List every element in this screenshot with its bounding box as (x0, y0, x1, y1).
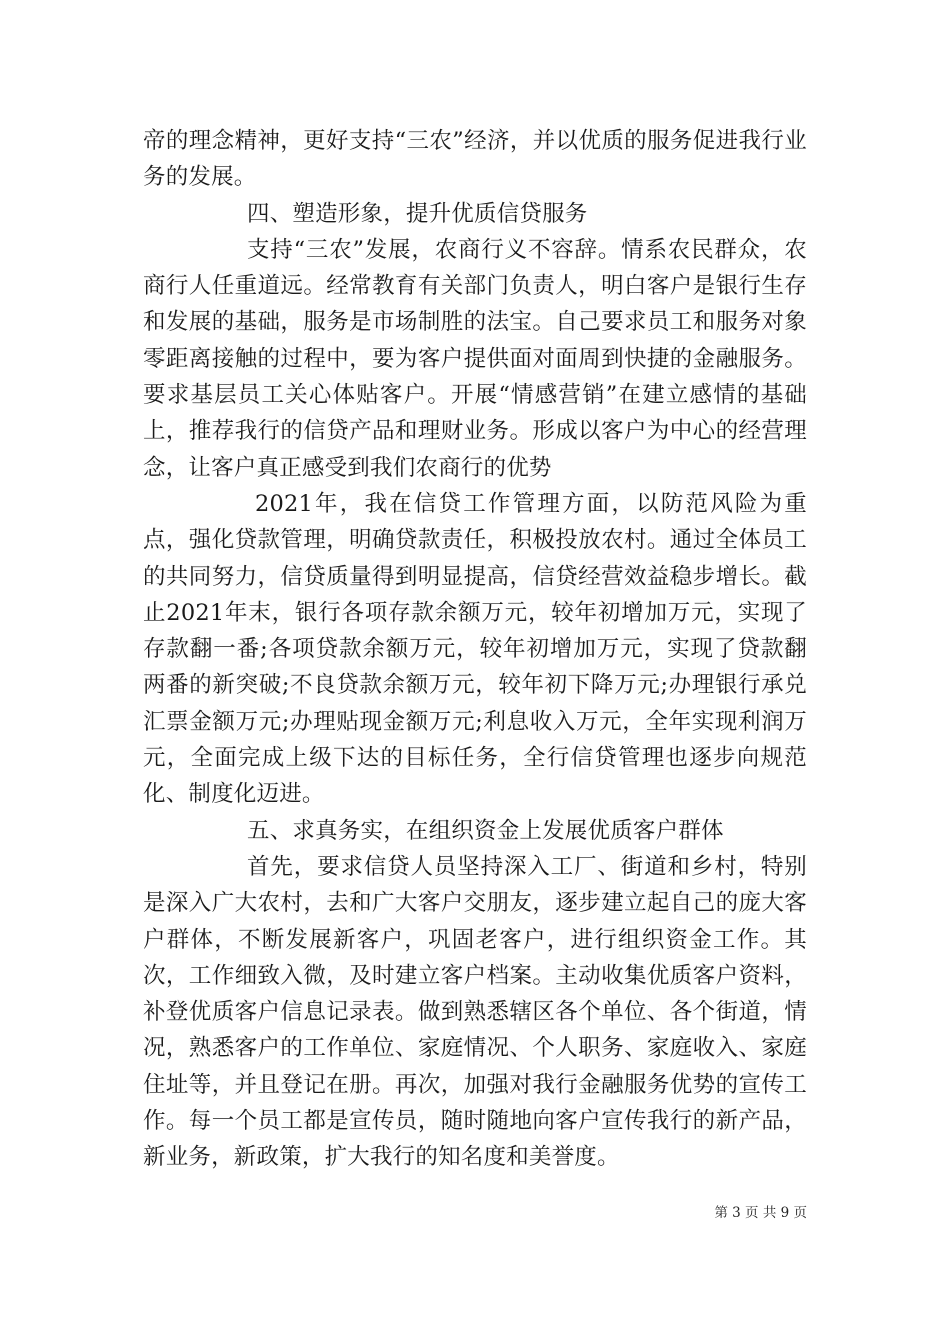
paragraph-customer-group: 首先，要求信贷人员坚持深入工厂、街道和乡村，特别是深入广大农村，去和广大客户交朋友，逐步建立起自己的庞大客户群体，不断发展新客户，巩固老客户，进行组织资金工作。其次，工作细致入微，及时建立客户档案。主动收集优质客户资料，补登优质客户信息记录表。做到熟悉辖区各个单位、各个街道，情况，熟悉客户的工作单位、家庭情况、个人职务、家庭收入、家庭住址等，并且登记在册。再次，加强对我行金融服务优势的宣传工作。每一个员工都是宣传员，随时随地向客户宣传我行的新产品，新业务，新政策，扩大我行的知名度和美誉度。 (143, 853, 807, 1171)
paragraph-credit-management: 2021年，我在信贷工作管理方面，以防范风险为重点，强化贷款管理，明确贷款责任，积极投放农村。通过全体员工的共同努力，信贷质量得到明显提高，信贷经营效益稳步增长。截止2021年末，银行各项存款余额万元，较年初增加万元，实现了存款翻一番;各项贷款余额万元，较年初增加万元，实现了贷款翻两番的新突破;不良贷款余额万元，较年初下降万元;办理银行承兑汇票金额万元;办理贴现金额万元;利息收入万元，全年实现利润万元，全面完成上级下达的目标任务，全行信贷管理也逐步向规范化、制度化迈进。 (143, 490, 807, 808)
paragraph-service: 支持“三农”发展，农商行义不容辞。情系农民群众，农商行人任重道远。经常教育有关部门负责人，明白客户是银行生存和发展的基础，服务是市场制胜的法宝。自己要求员工和服务对象零距离接触的过程中，要为客户提供面对面周到快捷的金融服务。要求基层员工关心体贴客户。开展“情感营销”在建立感情的基础上，推荐我行的信贷产品和理财业务。形成以客户为中心的经营理念，让客户真正感受到我们农商行的优势 (143, 236, 807, 481)
document-body (143, 123, 807, 1176)
section-heading-5: 五、求真务实，在组织资金上发展优质客户群体 (247, 817, 724, 844)
section-heading-4: 四、塑造形象，提升优质信贷服务 (247, 200, 588, 227)
page-number-footer: 第 3 页 共 9 页 (714, 1205, 807, 1221)
paragraph-continuation: 帝的理念精神，更好支持“三农”经济，并以优质的服务促进我行业务的发展。 (143, 128, 807, 191)
